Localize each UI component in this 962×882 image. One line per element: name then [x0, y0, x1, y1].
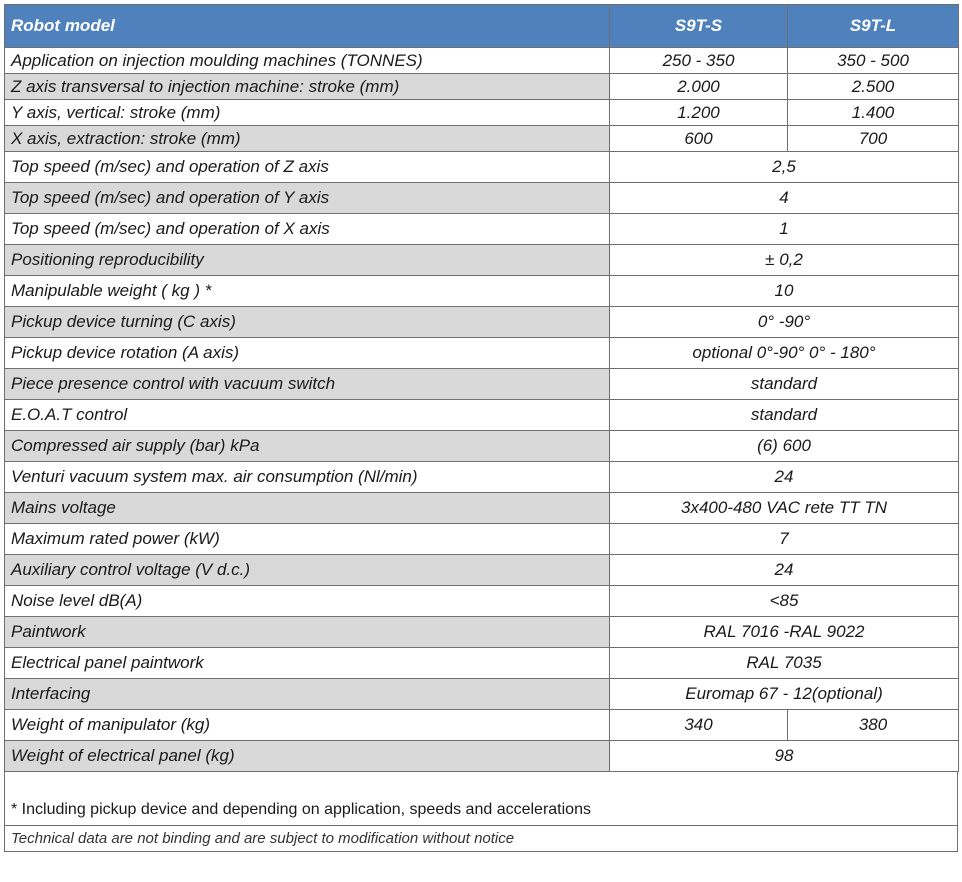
table-row — [5, 586, 959, 617]
row-label: Interfacing — [5, 679, 610, 710]
table-row — [5, 245, 959, 276]
row-label: Piece presence control with vacuum switch — [5, 369, 610, 400]
row-label: Venturi vacuum system max. air consumption (Nl/min) — [5, 462, 610, 493]
header-model-s9t-s: S9T-S — [610, 5, 788, 48]
value-s9t-l: 700 — [788, 126, 959, 152]
value-shared: standard — [610, 400, 959, 431]
header-row — [5, 5, 959, 48]
table-footer — [4, 772, 958, 852]
table-row — [5, 617, 959, 648]
table-row — [5, 741, 959, 772]
table-row — [5, 679, 959, 710]
value-s9t-l: 350 - 500 — [788, 48, 959, 74]
value-shared: 7 — [610, 524, 959, 555]
table-row — [5, 648, 959, 679]
value-shared: optional 0°-90° 0° - 180° — [610, 338, 959, 369]
row-label: Y axis, vertical: stroke (mm) — [5, 100, 610, 126]
value-s9t-s: 2.000 — [610, 74, 788, 100]
value-s9t-s: 600 — [610, 126, 788, 152]
value-s9t-s: 340 — [610, 710, 788, 741]
table-row — [5, 183, 959, 214]
header-model-s9t-l: S9T-L — [788, 5, 959, 48]
row-label: Maximum rated power (kW) — [5, 524, 610, 555]
table-row — [5, 214, 959, 245]
table-row — [5, 493, 959, 524]
row-label: Pickup device rotation (A axis) — [5, 338, 610, 369]
value-s9t-l: 380 — [788, 710, 959, 741]
value-shared: 0° -90° — [610, 307, 959, 338]
value-shared: 1 — [610, 214, 959, 245]
value-shared: 24 — [610, 555, 959, 586]
header-robot-model: Robot model — [5, 5, 610, 48]
row-label: Paintwork — [5, 617, 610, 648]
row-label: Auxiliary control voltage (V d.c.) — [5, 555, 610, 586]
value-shared: ± 0,2 — [610, 245, 959, 276]
row-label: Mains voltage — [5, 493, 610, 524]
row-label: Compressed air supply (bar) kPa — [5, 431, 610, 462]
value-s9t-s: 250 - 350 — [610, 48, 788, 74]
value-shared: (6) 600 — [610, 431, 959, 462]
value-shared: RAL 7035 — [610, 648, 959, 679]
table-row — [5, 555, 959, 586]
value-s9t-l: 1.400 — [788, 100, 959, 126]
row-label: Positioning reproducibility — [5, 245, 610, 276]
value-shared: Euromap 67 - 12(optional) — [610, 679, 959, 710]
value-shared: 2,5 — [610, 152, 959, 183]
value-shared: standard — [610, 369, 959, 400]
table-row — [5, 524, 959, 555]
table-row — [5, 126, 959, 152]
row-label: Weight of electrical panel (kg) — [5, 741, 610, 772]
specifications-table — [4, 4, 959, 772]
value-shared: 3x400-480 VAC rete TT TN — [610, 493, 959, 524]
value-shared: RAL 7016 -RAL 9022 — [610, 617, 959, 648]
table-row — [5, 400, 959, 431]
row-label: Noise level dB(A) — [5, 586, 610, 617]
row-label: Application on injection moulding machines (TONNES) — [5, 48, 610, 74]
row-label: Top speed (m/sec) and operation of X axis — [5, 214, 610, 245]
table-row — [5, 369, 959, 400]
row-label: X axis, extraction: stroke (mm) — [5, 126, 610, 152]
table-row — [5, 307, 959, 338]
row-label: E.O.A.T control — [5, 400, 610, 431]
value-shared: 24 — [610, 462, 959, 493]
row-label: Z axis transversal to injection machine: stroke (mm) — [5, 74, 610, 100]
value-shared: 98 — [610, 741, 959, 772]
value-s9t-s: 1.200 — [610, 100, 788, 126]
value-shared: <85 — [610, 586, 959, 617]
row-label: Top speed (m/sec) and operation of Z axis — [5, 152, 610, 183]
table-row — [5, 710, 959, 741]
table-row — [5, 152, 959, 183]
table-row — [5, 462, 959, 493]
row-label: Manipulable weight ( kg ) * — [5, 276, 610, 307]
table-row — [5, 276, 959, 307]
row-label: Electrical panel paintwork — [5, 648, 610, 679]
value-shared: 10 — [610, 276, 959, 307]
footnote: * Including pickup device and depending on application, speeds and accelerations — [5, 772, 957, 826]
table-row — [5, 74, 959, 100]
table-row — [5, 100, 959, 126]
table-row — [5, 431, 959, 462]
spec-sheet — [4, 4, 958, 852]
row-label: Pickup device turning (C axis) — [5, 307, 610, 338]
row-label: Top speed (m/sec) and operation of Y axis — [5, 183, 610, 214]
table-row — [5, 48, 959, 74]
disclaimer: Technical data are not binding and are subject to modification without notice — [11, 830, 515, 847]
value-s9t-l: 2.500 — [788, 74, 959, 100]
row-label: Weight of manipulator (kg) — [5, 710, 610, 741]
value-shared: 4 — [610, 183, 959, 214]
table-row — [5, 338, 959, 369]
